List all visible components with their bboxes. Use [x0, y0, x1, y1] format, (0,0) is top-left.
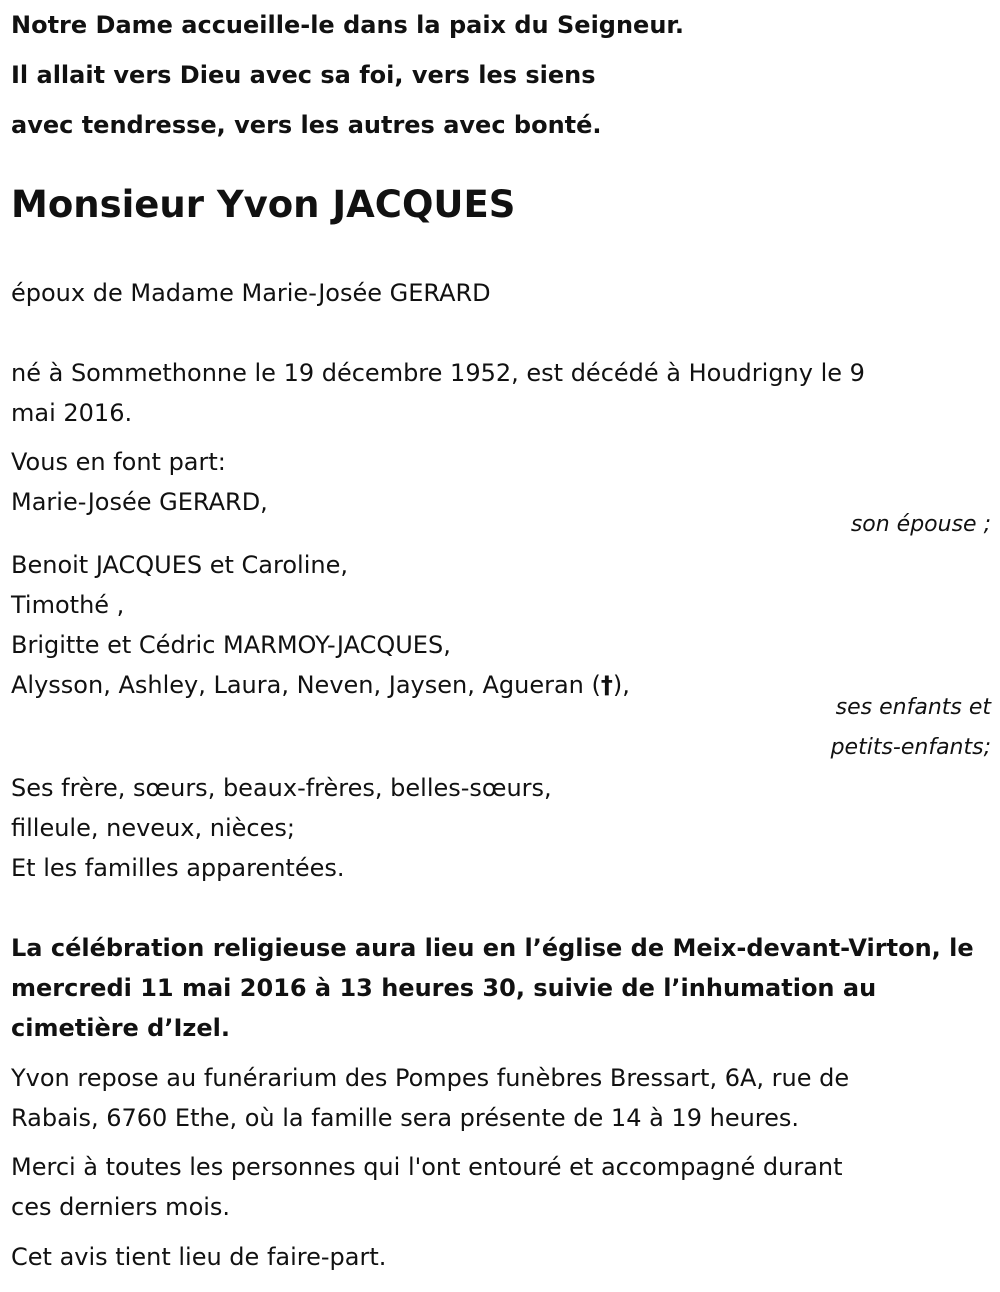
grandchildren-names: Alysson, Ashley, Laura, Neven, Jaysen, Agueran ( [11, 671, 601, 699]
spouse-family-name: Marie-Josée GERARD, [11, 488, 268, 516]
cross-icon: † [600, 671, 613, 699]
ceremony-line-1: La célébration religieuse aura lieu en l’église de Meix-devant-Virton, le [11, 934, 974, 962]
spouse-line: époux de Madame Marie-Josée GERARD [11, 279, 491, 307]
extended-family-line-2: filleule, neveux, nièces; [11, 814, 295, 842]
child-line-2: Timothé , [11, 591, 125, 619]
ceremony-line-2: mercredi 11 mai 2016 à 13 heures 30, suivie de l’inhumation au [11, 974, 877, 1002]
deceased-name: Monsieur Yvon JACQUES [11, 183, 516, 226]
thanks-line-2: ces derniers mois. [11, 1193, 231, 1221]
epigraph-line-1: Notre Dame accueille-le dans la paix du Seigneur. [11, 11, 684, 39]
grandchildren-suffix: ), [612, 671, 630, 699]
birth-death-line-2: mai 2016. [11, 399, 133, 427]
extended-family-line-3: Et les familles apparentées. [11, 854, 345, 882]
spouse-role: son épouse ; [850, 512, 991, 537]
funerarium-line-1: Yvon repose au funérarium des Pompes funèbres Bressart, 6A, rue de [11, 1064, 850, 1092]
children-role-line-1: ses enfants et [835, 695, 991, 720]
ceremony-line-3: cimetière d’Izel. [11, 1014, 230, 1042]
extended-family-line-1: Ses frère, sœurs, beaux-frères, belles-sœurs, [11, 774, 552, 802]
closing-line: Cet avis tient lieu de faire-part. [11, 1243, 387, 1271]
birth-death-line-1: né à Sommethonne le 19 décembre 1952, est décédé à Houdrigny le 9 [11, 359, 865, 387]
thanks-line-1: Merci à toutes les personnes qui l'ont entouré et accompagné durant [11, 1153, 843, 1181]
epigraph-line-2: Il allait vers Dieu avec sa foi, vers les siens [11, 61, 596, 89]
child-line-3: Brigitte et Cédric MARMOY-JACQUES, [11, 631, 451, 659]
child-line-1: Benoit JACQUES et Caroline, [11, 551, 348, 579]
funerarium-line-2: Rabais, 6760 Ethe, où la famille sera présente de 14 à 19 heures. [11, 1104, 800, 1132]
grandchildren-line [11, 665, 630, 705]
epigraph-line-3: avec tendresse, vers les autres avec bonté. [11, 111, 602, 139]
children-role-line-2: petits-enfants; [830, 735, 991, 760]
announce-intro: Vous en font part: [11, 448, 226, 476]
